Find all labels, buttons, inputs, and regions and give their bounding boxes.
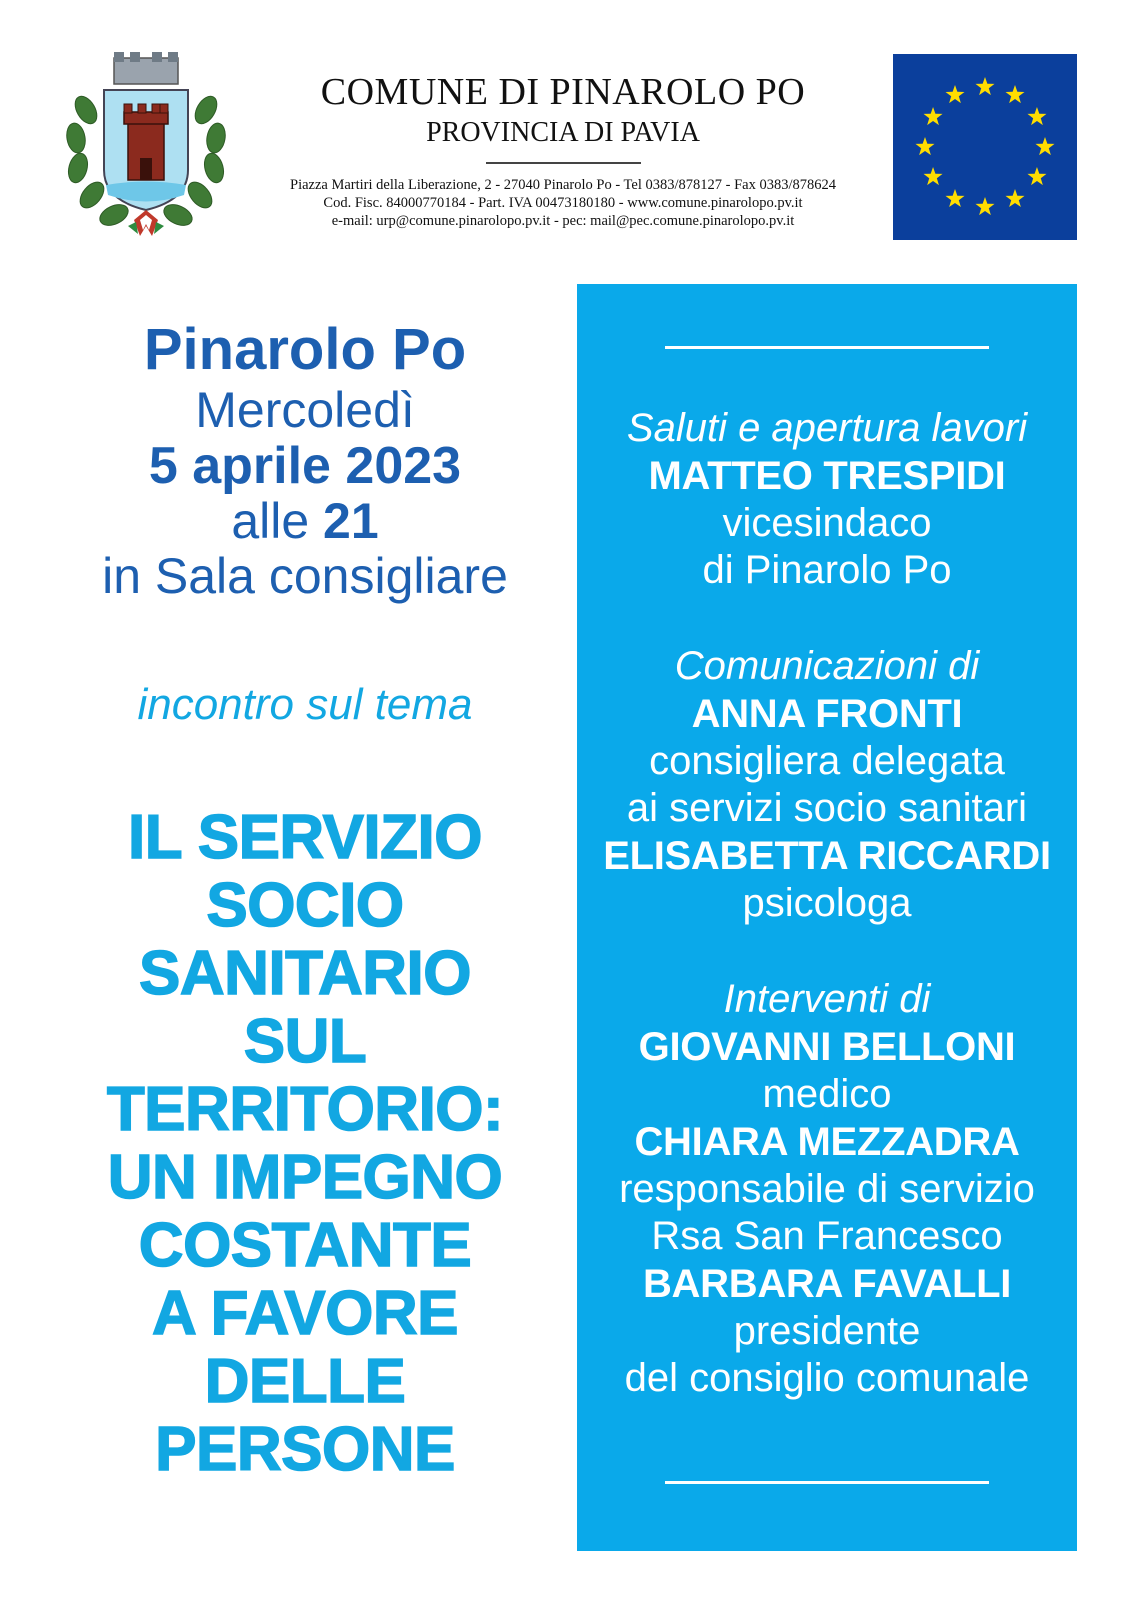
event-time-value: 21 [323, 493, 379, 549]
title-line: SUL [243, 1007, 367, 1076]
program-section-greetings [577, 404, 1077, 594]
title-line: UN IMPEGNO [107, 1143, 503, 1212]
event-time [40, 494, 570, 548]
event-venue: in Sala consigliare [102, 548, 508, 604]
speaker-role: del consiglio comunale [624, 1356, 1030, 1400]
program-panel [577, 284, 1077, 1551]
panel-top-divider [665, 346, 989, 349]
speaker-name: GIOVANNI BELLONI [638, 1025, 1016, 1069]
event-date: 5 aprile 2023 [148, 437, 462, 495]
header-divider [486, 162, 641, 164]
title-line: COSTANTE [138, 1211, 472, 1280]
section-title: Saluti e apertura lavori [626, 406, 1028, 450]
section-title: Interventi di [723, 977, 931, 1021]
email-line: e-mail: urp@comune.pinarolopo.pv.it - pec: mail@pec.comune.pinarolopo.pv.it [331, 213, 795, 229]
speaker-role: Rsa San Francesco [651, 1214, 1003, 1258]
event-intro: incontro sul tema [137, 680, 473, 729]
event-info [40, 318, 570, 1484]
event-title [40, 804, 570, 1484]
speaker-name: ANNA FRONTI [691, 692, 963, 736]
speaker-name: ELISABETTA RICCARDI [603, 834, 1051, 878]
speaker-role: medico [762, 1072, 892, 1116]
panel-bottom-divider [665, 1481, 989, 1484]
address-line: Piazza Martiri della Liberazione, 2 - 27040 Pinarolo Po - Tel 0383/878127 - Fax 0383/878624 [290, 177, 836, 193]
section-title: Comunicazioni di [674, 644, 980, 688]
title-line: TERRITORIO: [106, 1075, 504, 1144]
event-weekday: Mercoledì [195, 382, 415, 438]
title-line: SOCIO [206, 871, 404, 940]
title-line: PERSONE [155, 1415, 455, 1484]
speaker-name: CHIARA MEZZADRA [634, 1120, 1020, 1164]
event-time-prefix: alle [231, 493, 324, 549]
comune-name: COMUNE DI PINAROLO PO [320, 71, 806, 113]
speaker-role: consigliera delegata [649, 739, 1005, 783]
speaker-role: responsabile di servizio [619, 1167, 1035, 1211]
program-section-communications [577, 642, 1077, 927]
speaker-name: BARBARA FAVALLI [642, 1262, 1012, 1306]
fiscal-line: Cod. Fisc. 84000770184 - Part. IVA 00473180180 - www.comune.pinarolopo.pv.it [323, 195, 803, 211]
speaker-role: vicesindaco [722, 501, 932, 545]
speaker-name: MATTEO TRESPIDI [648, 454, 1006, 498]
speaker-role: di Pinarolo Po [702, 548, 952, 592]
letterhead [240, 70, 886, 230]
title-line: A FAVORE [151, 1279, 459, 1348]
municipal-crest-icon [56, 50, 236, 240]
program-section-interventions [577, 975, 1077, 1402]
program-list [577, 404, 1077, 1450]
speaker-role: presidente [733, 1309, 921, 1353]
event-town: Pinarolo Po [143, 317, 467, 382]
eu-flag-icon [893, 54, 1077, 240]
speaker-role: psicologa [742, 881, 912, 925]
title-line: SANITARIO [139, 939, 471, 1008]
speaker-role: ai servizi socio sanitari [626, 786, 1028, 830]
title-line: DELLE [204, 1347, 406, 1416]
title-line: IL SERVIZIO [128, 803, 482, 872]
provincia-name: PROVINCIA DI PAVIA [426, 117, 700, 148]
